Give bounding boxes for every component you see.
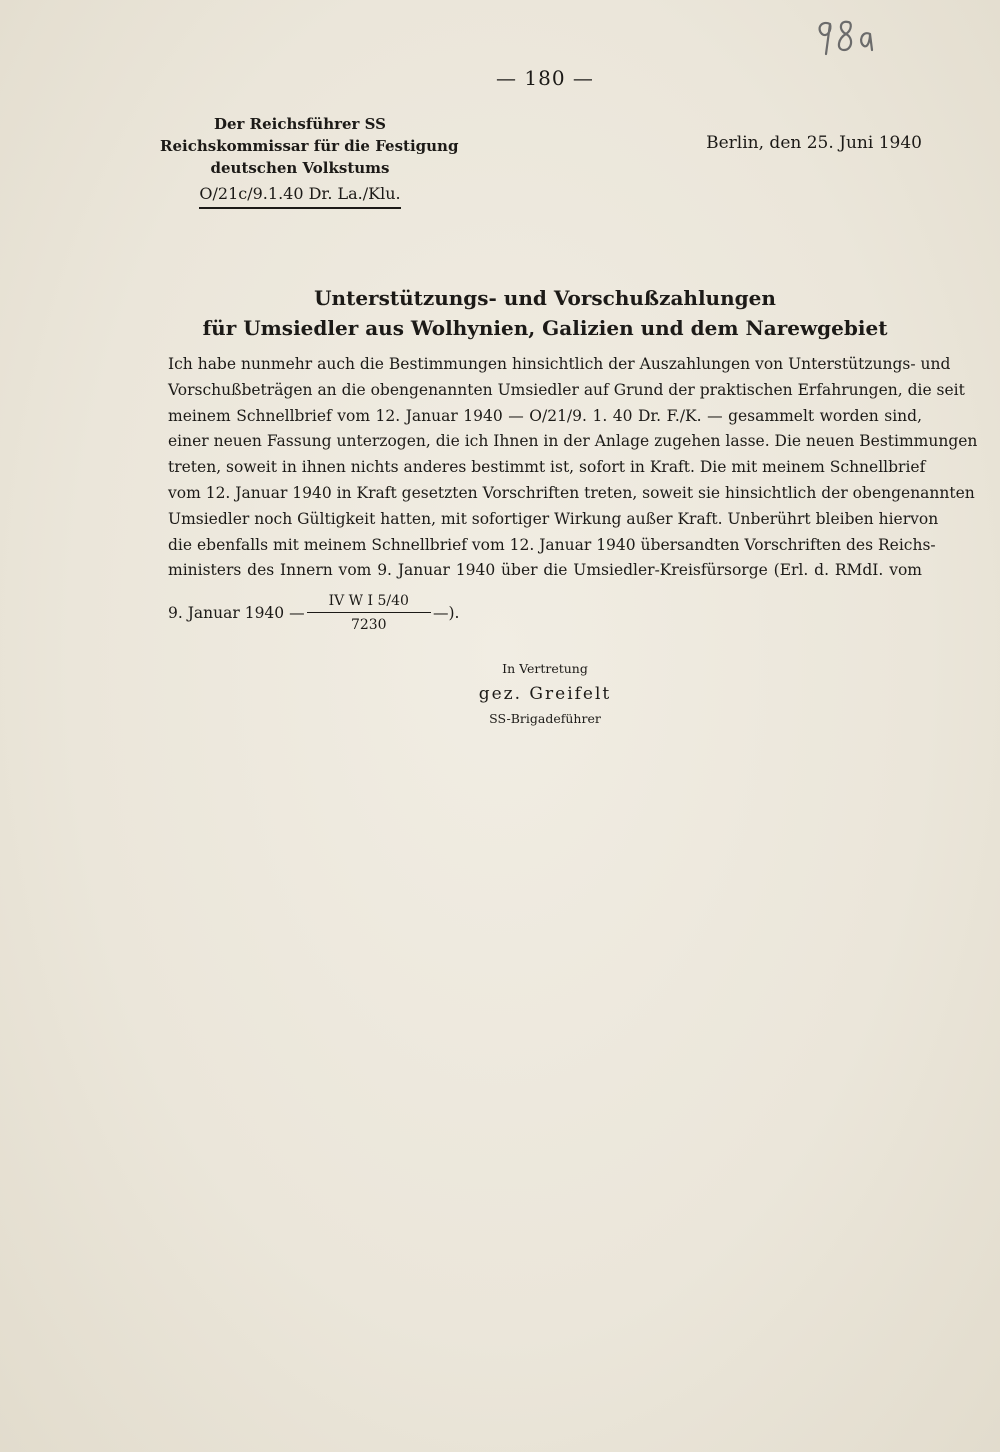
last-line-suffix: —).	[432, 604, 460, 622]
body-last-line	[168, 588, 459, 638]
reference-number: O/21c/9.1.40 Dr. La./Klu.	[199, 183, 400, 209]
handwritten-annotation	[808, 10, 880, 70]
document-title	[150, 283, 940, 343]
sender-line-3: deutschen Volkstums	[210, 159, 390, 177]
last-line-prefix: 9. Januar 1940 —	[168, 604, 305, 622]
title-line-2: für Umsiedler aus Wolhynien, Galizien und dem Narewgebiet	[202, 316, 888, 340]
body-line: Vorschußbeträgen an die obengenannten Umsiedler auf Grund der praktischen Erfahrungen, die seit	[168, 380, 965, 399]
date-line: Berlin, den 25. Juni 1940	[706, 133, 922, 153]
sender-block	[160, 113, 459, 209]
handwritten-98a-mark	[808, 10, 880, 70]
body-line: die ebenfalls mit meinem Schnellbrief vom 12. Januar 1940 übersandten Vorschriften des Reichs-	[168, 535, 936, 554]
page-number: — 180 —	[496, 66, 594, 90]
sender-line-2: Reichskommissar für die Festigung	[160, 137, 459, 155]
body-text	[168, 352, 978, 584]
fraction-numerator: IV W I 5/40	[307, 592, 431, 613]
fraction-denominator: 7230	[350, 617, 387, 633]
signature-prefix: In Vertretung	[502, 661, 588, 676]
body-line: meinem Schnellbrief vom 12. Januar 1940 — O/21/9. 1. 40 Dr. F./K. — gesammelt worden sind,	[168, 406, 922, 425]
title-line-1: Unterstützungs- und Vorschußzahlungen	[314, 286, 776, 310]
body-line: Umsiedler noch Gültigkeit hatten, mit sofortiger Wirkung außer Kraft. Unberührt bleiben hiervon	[168, 509, 939, 528]
body-line: vom 12. Januar 1940 in Kraft gesetzten Vorschriften treten, soweit sie hinsichtlich der obengenannten	[168, 483, 975, 502]
body-line: ministers des Innern vom 9. Januar 1940 über die Umsiedler-Kreisfürsorge (Erl. d. RMdI. vom	[168, 561, 922, 580]
signature-rank: SS-Brigadeführer	[489, 711, 601, 726]
body-line: Ich habe nunmehr auch die Bestimmungen hinsichtlich der Auszahlungen von Unterstützungs- und	[168, 355, 951, 373]
body-line: treten, soweit in ihnen nichts anderes bestimmt ist, sofort in Kraft. Die mit meinem Schnellbrief	[168, 458, 926, 477]
body-line: einer neuen Fassung unterzogen, die ich Ihnen in der Anlage zugehen lasse. Die neuen Bestimmungen	[168, 432, 978, 451]
signature-name: gez. Greifelt	[478, 684, 612, 704]
sender-line-1: Der Reichsführer SS	[213, 115, 387, 133]
signature-block	[440, 658, 650, 730]
decree-fraction	[307, 592, 431, 634]
